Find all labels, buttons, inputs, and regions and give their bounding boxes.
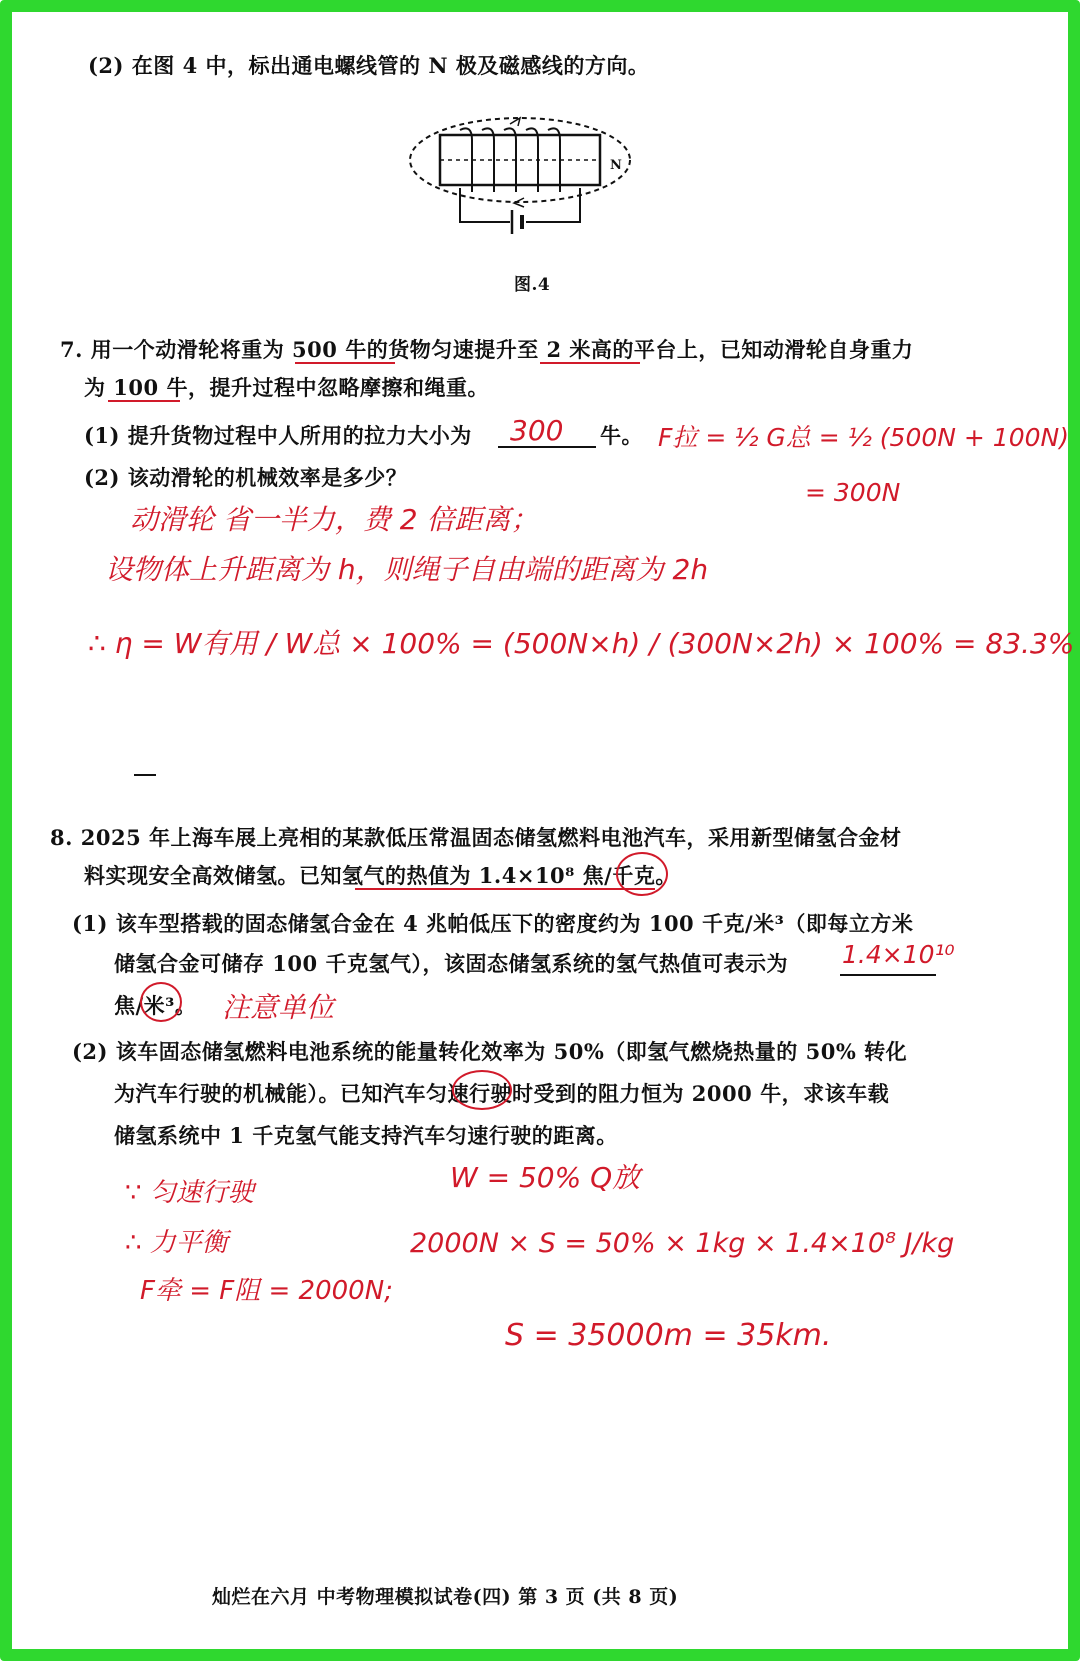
page-footer: 灿烂在六月 中考物理模拟试卷(四) 第 3 页 (共 8 页) [212,1586,679,1608]
q8-stem-line2: 料实现安全高效储氢。已知氢气的热值为 1.4×10⁸ 焦/千克。 [84,863,677,888]
hw-efficiency-calc: ∴ η = W有用 / W总 × 100% = (500N×h) / (300N×2h) × 100% = 83.3% [88,627,1075,660]
q7-part1-unit: 牛。 [600,423,643,448]
q7-part2-text: (2) 该动滑轮的机械效率是多少？ [84,465,408,490]
q8-part1-line1: (1) 该车型搭载的固态储氢合金在 4 兆帕低压下的密度约为 100 千克/米³（即每立方米 [72,911,914,936]
hw-steady-motion: ∵ 匀速行驶 [125,1178,254,1208]
figure-caption: 图.4 [514,275,551,295]
underline-mark [355,888,655,890]
hw-traction-force: F牵 = F阻 = 2000N; [140,1276,393,1306]
underline-mark [295,362,395,364]
hw-distance-note: 设物体上升距离为 h，则绳子自由端的距离为 2h [105,553,709,586]
q7-part1-text: (1) 提升货物过程中人所用的拉力大小为 [84,423,472,448]
hw-energy-equation: 2000N × S = 50% × 1kg × 1.4×10⁸ J/kg [410,1228,955,1259]
hw-force-balance: ∴ 力平衡 [125,1228,228,1258]
hw-distance-result: S = 35000m = 35km. [505,1318,832,1353]
hw-pull-force-formula: F拉 = ½ G总 = ½ (500N + 100N) [658,423,1069,452]
q7-stem-line1: 7. 用一个动滑轮将重为 500 牛的货物匀速提升至 2 米高的平台上，已知动滑轮自身重力 [60,337,914,362]
underline-mark [540,362,640,364]
q8-part1-answer: 1.4×10¹⁰ [842,940,955,969]
q6-part2-text: (2) 在图 4 中，标出通电螺线管的 N 极及磁感线的方向。 [88,53,650,78]
q8-stem-line1: 8. 2025 年上海车展上亮相的某款低压常温固态储氢燃料电池汽车，采用新型储氢合金材 [50,825,902,850]
q7-stem-line2: 为 100 牛，提升过程中忽略摩擦和绳重。 [84,375,489,400]
q8-part1-line3: 焦/米³。 [114,993,197,1018]
solenoid-figure [420,110,640,250]
dash-mark [134,774,156,776]
circle-mark [452,1070,512,1110]
hw-pulley-note: 动滑轮 省一半力，费 2 倍距离； [130,503,539,536]
circle-mark [616,852,668,896]
hw-unit-note: 注意单位 [222,991,335,1024]
q7-part1-answer: 300 [510,414,564,447]
q8-part1-line2: 储氢合金可储存 100 千克氢气），该固态储氢系统的氢气热值可表示为 [114,951,788,976]
hw-pull-force-result: = 300N [805,478,901,507]
hw-work-equation: W = 50% Q放 [450,1161,641,1194]
q8-part2-line1: (2) 该车固态储氢燃料电池系统的能量转化效率为 50%（即氢气燃烧热量的 50% 转化 [72,1039,908,1064]
figure-n-label: N [610,158,623,173]
circle-mark [140,982,182,1022]
q8-part2-line3: 储氢系统中 1 千克氢气能支持汽车匀速行驶的距离。 [114,1123,618,1148]
q8-part2-line2: 为汽车行驶的机械能）。已知汽车匀速行驶时受到的阻力恒为 2000 牛，求该车载 [114,1081,890,1106]
underline-mark [108,400,180,402]
